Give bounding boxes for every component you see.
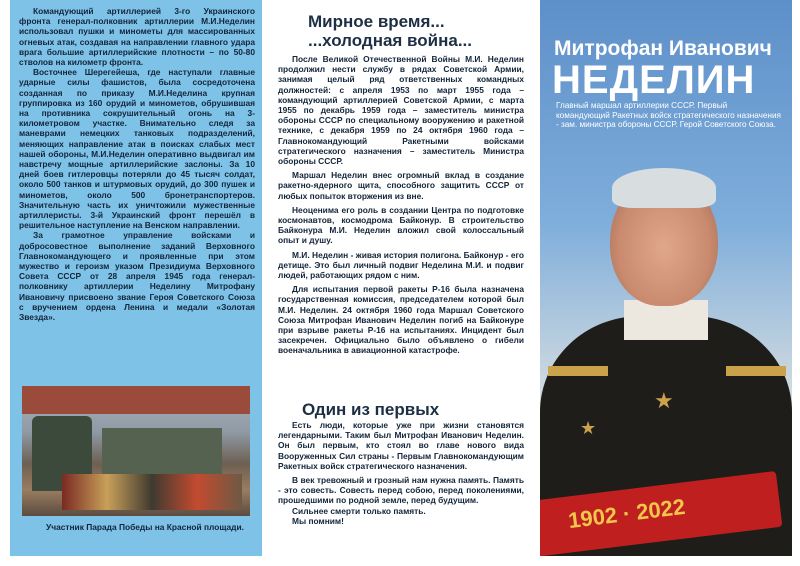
kremlin-wall [22, 386, 250, 414]
middle-paragraph-5: Для испытания первой ракеты Р-16 была назначена государственная комиссия, председателем которой был М.И. Неделин. 24 октября 1960 года Маршал Советского Союза Митрофан Иванович Неделин погиб на Байконуре при взрыве ракеты Р-16 на испытаниях. Инцидент был засекречен. Официально было объявлено о гибели военачальника в авиационной катастрофе. [278, 284, 524, 356]
shoulder-board-left [548, 366, 608, 376]
marshal-star-icon: ★ [580, 418, 597, 438]
middle-text-2 [278, 420, 524, 526]
middle-paragraph-9: Мы помним! [292, 515, 344, 526]
portrait-collar [624, 300, 708, 340]
left-paragraph-3: За грамотное управление войсками и добросовестное выполнение заданий Верховного Главнокомандующего и проявленные при этом мужество и героизм указом Президиума Верховного Совета СССР от 28 апреля 1945 года генерал-полковнику артиллерии Неделину Митрофану Ивановичу присвоено звание Героя Советского Союза с вручением ордена Ленина и медали «Золотая Звезда». [19, 230, 255, 323]
middle-paragraph-1: После Великой Отечественной Войны М.И. Неделин продолжил нести службу в рядах Советской Армии, занимая целый ряд ответственных командных должностей: с апреля 1953 по март 1955 года – командующий артиллерией Советской Армии, с марта 1955 по декабрь 1959 года – заместитель министра обороны СССР по специальному вооружению и ракетной технике, с декабря 1959 по 24 октября 1960 года – Главнокомандующий Ракетными войсками стратегического назначения – заместитель Министра обороны СССР. [278, 54, 524, 167]
middle-paragraph-4: М.И. Неделин - живая история полигона. Байконур - его детище. Это был личный подвиг Неделина М.И. и подвиг людей, работающих рядом с ним. [278, 249, 524, 281]
left-paragraph-2: Восточнее Шерегейеша, где наступали главные ударные силы фашистов, была сосредоточена созданная по приказу М.И.Неделина крупная группировка из 160 орудий и минометов, обрушившая на противника сокрушительный огонь на 3-километровом участке. Внимательно следя за маневрами немецких танковых подразделений, меняющих направление атак в поисках слабых мест нашей обороны, М.И.Неделин оперативно выдвигал им навстречу мощные артиллерийские заслоны. За 10 дней боев гитлеровцы потеряли до 45 тысяч солдат, около 500 танков и штурмовых орудий, до 300 пушек и минометов, около 500 бронетранспортеров. Значительную часть их уничтожили мужественные артиллеристы. 3-й Украинский фронт перешёл в решительное наступление на Венском направлении. [19, 67, 255, 231]
hero-star-icon: ★ [654, 388, 674, 413]
soldiers-rows [102, 428, 222, 478]
heading-one-of-first: Один из первых [302, 400, 440, 419]
left-panel [10, 0, 262, 556]
middle-paragraph-7: В век тревожный и грозный нам нужна память. Память - это совесть. Совесть перед собою, перед поколениями, прошедшими по родной земле, перед будущим. [278, 475, 524, 506]
thrown-banners [62, 474, 242, 510]
title-subtitle: Главный маршал артиллерии СССР. Первый командующий Ракетных войск стратегического назначения - зам. министра обороны СССР. Герой Советского Союза. [556, 101, 781, 130]
shoulder-board-right [726, 366, 786, 376]
middle-paragraph-3: Неоценима его роль в создании Центра по подготовке космонавтов, космодрома Байконур. В строительство Байконура М.И. Неделин вложил свой колоссальный опыт и душу. [278, 204, 524, 246]
middle-text-1 [278, 54, 524, 356]
victory-parade-photo [22, 386, 250, 516]
middle-panel [272, 0, 530, 556]
right-panel [540, 0, 792, 556]
photo-caption: Участник Парада Победы на Красной площади. [46, 522, 244, 532]
name-last: НЕДЕЛИН [552, 58, 756, 102]
heading-peacetime [308, 12, 472, 50]
heading-peacetime-line1: Мирное время... [308, 12, 445, 31]
years-label: 1902 · 2022 [566, 493, 687, 534]
heading-peacetime-line2: ...холодная война... [308, 31, 473, 50]
left-paragraph-1: Командующий артиллерией 3-го Украинского фронта генерал-полковник артиллерии М.И.Неделин использовал пушки и минометы для массированных огневых атак, создавая на направлении главного удара врага большие артиллерийские плотности – по 50-80 стволов на километр фронта. [19, 6, 255, 68]
name-first: Митрофан Иванович [554, 37, 772, 60]
middle-paragraph-8: Сильнее смерти только память. [292, 505, 426, 516]
middle-paragraph-2: Маршал Неделин внес огромный вклад в создание ракетно-ядерного щита, способного защитить СССР от любых попыток вторжения из вне. [278, 170, 524, 201]
portrait-hair [612, 168, 716, 208]
left-text [19, 6, 255, 322]
middle-paragraph-6: Есть люди, которые уже при жизни становятся легендарными. Таким был Митрофан Иванович Неделин. Он был первым, кто стоял во главе нового вида Вооруженных Сил страны - Первым Главнокомандующим Ракетных войск стратегического назначения. [278, 420, 524, 471]
